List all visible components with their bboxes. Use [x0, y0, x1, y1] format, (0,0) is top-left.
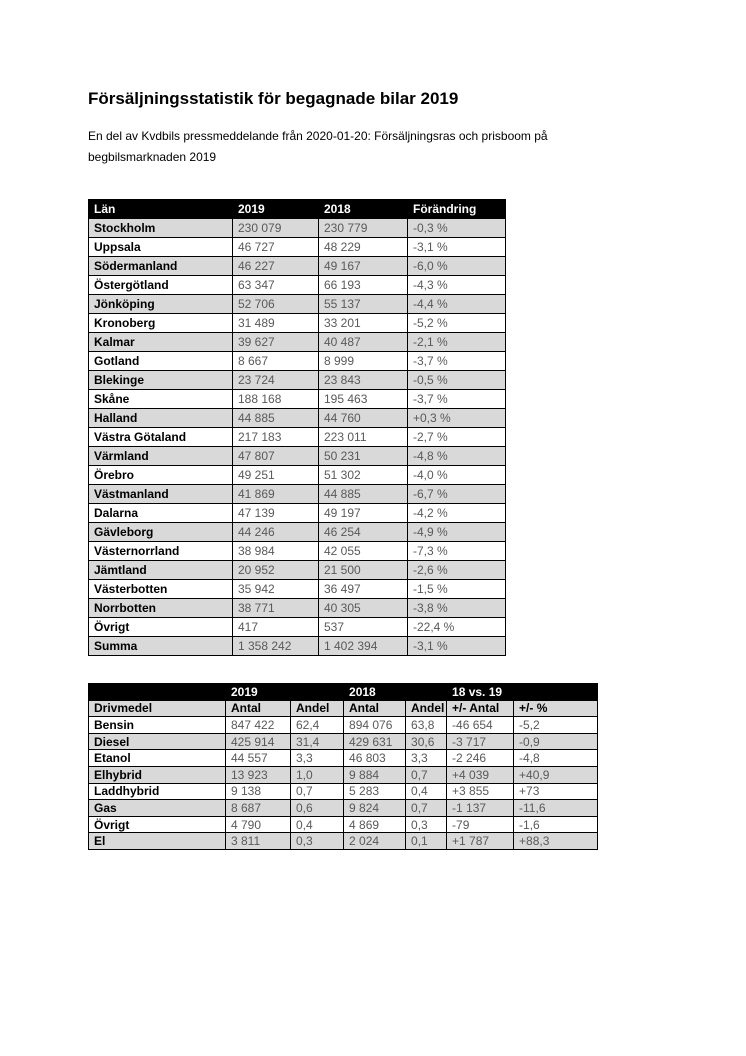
cell-value: 23 843 [319, 371, 408, 390]
cell-value: 0,3 [406, 816, 447, 833]
cell-value: -2,1 % [408, 333, 506, 352]
table-row [89, 447, 506, 466]
table-row [89, 833, 598, 850]
cell-value: 20 952 [233, 561, 319, 580]
cell-value: 8 687 [226, 800, 291, 817]
cell-value: 39 627 [233, 333, 319, 352]
cell-value: 1,0 [291, 766, 344, 783]
column-header: Län [89, 200, 233, 219]
cell-value: -5,2 % [408, 314, 506, 333]
table-header-row [89, 200, 506, 219]
column-header: Andel [291, 700, 344, 717]
row-label: Västra Götaland [89, 428, 233, 447]
cell-value: 63,8 [406, 717, 447, 734]
cell-value: 0,7 [406, 766, 447, 783]
fuel-type-table [88, 683, 598, 850]
page-subtitle [88, 126, 686, 168]
row-label: Summa [89, 637, 233, 656]
cell-value: 46 227 [233, 257, 319, 276]
cell-value: 4 869 [344, 816, 406, 833]
cell-value: 49 167 [319, 257, 408, 276]
table-row [89, 238, 506, 257]
cell-value: 3,3 [291, 750, 344, 767]
cell-value: 31 489 [233, 314, 319, 333]
cell-value: 230 779 [319, 219, 408, 238]
column-header: 2019 [233, 200, 319, 219]
cell-value: -1,5 % [408, 580, 506, 599]
cell-value: -4,4 % [408, 295, 506, 314]
table-row [89, 219, 506, 238]
row-label: Övrigt [89, 618, 233, 637]
cell-value: 38 984 [233, 542, 319, 561]
cell-value: -11,6 [514, 800, 598, 817]
cell-value: 44 885 [233, 409, 319, 428]
row-label: Västerbotten [89, 580, 233, 599]
row-label: Gas [89, 800, 226, 817]
table-row [89, 371, 506, 390]
cell-value: 55 137 [319, 295, 408, 314]
table-row [89, 295, 506, 314]
cell-value: +73 [514, 783, 598, 800]
cell-value: 230 079 [233, 219, 319, 238]
row-label: Kronoberg [89, 314, 233, 333]
row-label: Elhybrid [89, 766, 226, 783]
cell-value: -0,5 % [408, 371, 506, 390]
cell-value: 3,3 [406, 750, 447, 767]
cell-value: -1 137 [447, 800, 514, 817]
row-label: Södermanland [89, 257, 233, 276]
cell-value: 5 283 [344, 783, 406, 800]
cell-value: -2 246 [447, 750, 514, 767]
cell-value: +0,3 % [408, 409, 506, 428]
cell-value: 50 231 [319, 447, 408, 466]
cell-value: -5,2 [514, 717, 598, 734]
cell-value: 0,3 [291, 833, 344, 850]
cell-value: 217 183 [233, 428, 319, 447]
row-label: Uppsala [89, 238, 233, 257]
row-label: Dalarna [89, 504, 233, 523]
cell-value: 63 347 [233, 276, 319, 295]
cell-value: 2 024 [344, 833, 406, 850]
cell-value: 9 884 [344, 766, 406, 783]
cell-value: 8 999 [319, 352, 408, 371]
cell-value: +1 787 [447, 833, 514, 850]
table-row [89, 333, 506, 352]
table-row [89, 257, 506, 276]
cell-value: 0,4 [291, 816, 344, 833]
row-label: Jämtland [89, 561, 233, 580]
table-row [89, 428, 506, 447]
cell-value: 62,4 [291, 717, 344, 734]
row-label: Halland [89, 409, 233, 428]
cell-value: 1 402 394 [319, 637, 408, 656]
cell-value: 894 076 [344, 717, 406, 734]
cell-value: -2,7 % [408, 428, 506, 447]
column-header: +/- % [514, 700, 598, 717]
cell-value: 42 055 [319, 542, 408, 561]
cell-value: -3,1 % [408, 637, 506, 656]
cell-value: +88,3 [514, 833, 598, 850]
cell-value: -4,0 % [408, 466, 506, 485]
cell-value: 44 885 [319, 485, 408, 504]
cell-value: -3,7 % [408, 390, 506, 409]
cell-value: 0,7 [291, 783, 344, 800]
table-row [89, 618, 506, 637]
row-label: Skåne [89, 390, 233, 409]
cell-value: 0,7 [406, 800, 447, 817]
cell-value: 21 500 [319, 561, 408, 580]
cell-value: -4,8 [514, 750, 598, 767]
table-row [89, 733, 598, 750]
table-row [89, 750, 598, 767]
cell-value: 49 197 [319, 504, 408, 523]
column-group-header: 2018 [344, 684, 447, 701]
row-label: Stockholm [89, 219, 233, 238]
row-label: Bensin [89, 717, 226, 734]
cell-value: 429 631 [344, 733, 406, 750]
table-row [89, 783, 598, 800]
cell-value: 847 422 [226, 717, 291, 734]
subtitle-line-2: begbilsmarknaden 2019 [88, 150, 217, 164]
cell-value: -4,8 % [408, 447, 506, 466]
cell-value: -0,3 % [408, 219, 506, 238]
column-header: Förändring [408, 200, 506, 219]
cell-value: 3 811 [226, 833, 291, 850]
row-label: Västmanland [89, 485, 233, 504]
cell-value: -3,1 % [408, 238, 506, 257]
table-row [89, 390, 506, 409]
column-header: +/- Antal [447, 700, 514, 717]
cell-value: 40 487 [319, 333, 408, 352]
row-label: Diesel [89, 733, 226, 750]
cell-value: +40,9 [514, 766, 598, 783]
table-row [89, 599, 506, 618]
table-row [89, 542, 506, 561]
cell-value: 223 011 [319, 428, 408, 447]
cell-value: -3,7 % [408, 352, 506, 371]
cell-value: 44 557 [226, 750, 291, 767]
table-row [89, 580, 506, 599]
cell-value: +4 039 [447, 766, 514, 783]
cell-value: 44 760 [319, 409, 408, 428]
table-row [89, 314, 506, 333]
column-header: Antal [344, 700, 406, 717]
cell-value: 23 724 [233, 371, 319, 390]
cell-value: 537 [319, 618, 408, 637]
cell-value: 0,1 [406, 833, 447, 850]
table-row [89, 485, 506, 504]
cell-value: 0,6 [291, 800, 344, 817]
cell-value: 36 497 [319, 580, 408, 599]
table-row [89, 717, 598, 734]
subtitle-line-1: En del av Kvdbils pressmeddelande från 2020-01-20: Försäljningsras och prisboom på [88, 129, 548, 143]
county-sales-table [88, 199, 506, 656]
cell-value: 38 771 [233, 599, 319, 618]
table-row [89, 637, 506, 656]
row-label: Övrigt [89, 816, 226, 833]
cell-value: +3 855 [447, 783, 514, 800]
cell-value: 46 803 [344, 750, 406, 767]
row-label: Blekinge [89, 371, 233, 390]
cell-value: -46 654 [447, 717, 514, 734]
cell-value: -1,6 [514, 816, 598, 833]
column-group-header: 18 vs. 19 [447, 684, 598, 701]
cell-value: -3,8 % [408, 599, 506, 618]
row-label: Västernorrland [89, 542, 233, 561]
cell-value: 35 942 [233, 580, 319, 599]
cell-value: -4,9 % [408, 523, 506, 542]
column-header: Andel [406, 700, 447, 717]
table-group-header-row [89, 684, 598, 701]
cell-value: 52 706 [233, 295, 319, 314]
cell-value: 51 302 [319, 466, 408, 485]
cell-value: 30,6 [406, 733, 447, 750]
cell-value: -4,3 % [408, 276, 506, 295]
row-label: Värmland [89, 447, 233, 466]
table-row [89, 766, 598, 783]
column-header: Drivmedel [89, 700, 226, 717]
cell-value: 47 807 [233, 447, 319, 466]
table-row [89, 561, 506, 580]
row-label: Gotland [89, 352, 233, 371]
column-header: Antal [226, 700, 291, 717]
row-label: Jönköping [89, 295, 233, 314]
cell-value: -6,7 % [408, 485, 506, 504]
column-group-header: 2019 [226, 684, 344, 701]
cell-value: 31,4 [291, 733, 344, 750]
cell-value: -4,2 % [408, 504, 506, 523]
cell-value: 188 168 [233, 390, 319, 409]
cell-value: 41 869 [233, 485, 319, 504]
cell-value: -3 717 [447, 733, 514, 750]
row-label: Kalmar [89, 333, 233, 352]
cell-value: 66 193 [319, 276, 408, 295]
cell-value: -22,4 % [408, 618, 506, 637]
cell-value: 1 358 242 [233, 637, 319, 656]
cell-value: 425 914 [226, 733, 291, 750]
cell-value: 48 229 [319, 238, 408, 257]
cell-value: -7,3 % [408, 542, 506, 561]
table-row [89, 800, 598, 817]
table-header-row [89, 700, 598, 717]
cell-value: 0,4 [406, 783, 447, 800]
row-label: Laddhybrid [89, 783, 226, 800]
cell-value: 44 246 [233, 523, 319, 542]
row-label: Östergötland [89, 276, 233, 295]
cell-value: -79 [447, 816, 514, 833]
row-label: Etanol [89, 750, 226, 767]
cell-value: 46 727 [233, 238, 319, 257]
cell-value: 40 305 [319, 599, 408, 618]
column-header: 2018 [319, 200, 408, 219]
page-title: Försäljningsstatistik för begagnade bilar 2019 [88, 89, 459, 108]
cell-value: 4 790 [226, 816, 291, 833]
table-row [89, 816, 598, 833]
table-row [89, 409, 506, 428]
table-row [89, 523, 506, 542]
row-label: Gävleborg [89, 523, 233, 542]
cell-value: 9 138 [226, 783, 291, 800]
column-group-header [89, 684, 226, 701]
cell-value: -2,6 % [408, 561, 506, 580]
cell-value: 9 824 [344, 800, 406, 817]
table-row [89, 276, 506, 295]
cell-value: 46 254 [319, 523, 408, 542]
table-row [89, 466, 506, 485]
row-label: Norrbotten [89, 599, 233, 618]
cell-value: 47 139 [233, 504, 319, 523]
row-label: El [89, 833, 226, 850]
table-row [89, 504, 506, 523]
cell-value: -6,0 % [408, 257, 506, 276]
cell-value: 195 463 [319, 390, 408, 409]
cell-value: 33 201 [319, 314, 408, 333]
cell-value: 417 [233, 618, 319, 637]
cell-value: 49 251 [233, 466, 319, 485]
cell-value: 13 923 [226, 766, 291, 783]
cell-value: -0,9 [514, 733, 598, 750]
row-label: Örebro [89, 466, 233, 485]
table-row [89, 352, 506, 371]
cell-value: 8 667 [233, 352, 319, 371]
